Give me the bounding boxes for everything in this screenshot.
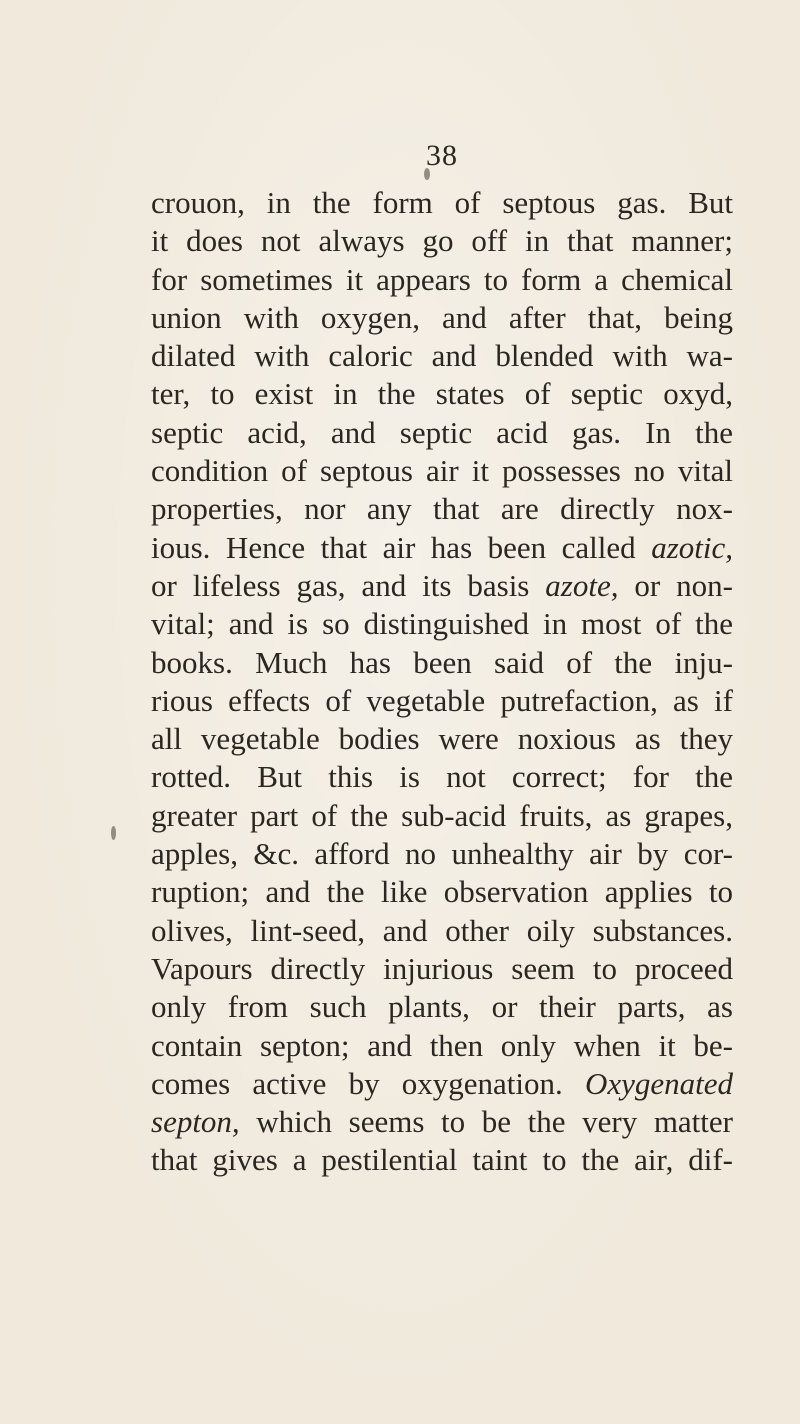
text-line: properties, nor any that are directly nox- bbox=[151, 491, 733, 527]
page-number: 38 bbox=[426, 139, 458, 172]
text-line: crouon, in the form of septous gas. But bbox=[151, 185, 733, 220]
text-line: septic acid, and septic acid gas. In the bbox=[151, 414, 733, 450]
text-line: rious effects of vegetable putrefaction, as if bbox=[151, 682, 733, 718]
text-line: Vapours directly injurious seem to proceed bbox=[151, 950, 733, 986]
text-line: that gives a pestilential taint to the air, dif- bbox=[151, 1142, 733, 1178]
text-line: ter, to exist in the states of septic oxyd, bbox=[151, 376, 733, 412]
italic-term: septon, bbox=[151, 1104, 240, 1140]
text-line: books. Much has been said of the inju- bbox=[151, 644, 733, 680]
text-line: contain septon; and then only when it be- bbox=[151, 1027, 733, 1063]
text-line: vital; and is so distinguished in most of the bbox=[151, 606, 733, 642]
text-line bbox=[151, 1065, 733, 1103]
text-segment: or non- bbox=[618, 567, 733, 603]
text-line bbox=[151, 567, 733, 605]
text-line: greater part of the sub-acid fruits, as grapes, bbox=[151, 797, 733, 833]
text-line: for sometimes it appears to form a chemical bbox=[151, 261, 733, 297]
text-line: rotted. But this is not correct; for the bbox=[151, 759, 733, 795]
text-line: union with oxygen, and after that, being bbox=[151, 299, 733, 335]
text-line bbox=[151, 529, 733, 567]
text-line: it does not always go off in that manner; bbox=[151, 223, 733, 259]
text-segment: ious. Hence that air has been called bbox=[151, 529, 652, 565]
text-line: ruption; and the like observation applies to bbox=[151, 874, 733, 910]
text-line: dilated with caloric and blended with wa- bbox=[151, 338, 733, 374]
text-segment: comes active by oxygenation. bbox=[151, 1065, 585, 1101]
text-line: only from such plants, or their parts, as bbox=[151, 989, 733, 1025]
text-line: apples, &c. afford no unhealthy air by cor- bbox=[151, 836, 733, 872]
text-line: olives, lint-seed, and other oily substances. bbox=[151, 912, 733, 948]
text-segment: or lifeless gas, and its basis bbox=[151, 567, 546, 603]
body-text bbox=[151, 184, 733, 1180]
italic-term: Oxygenated bbox=[584, 1065, 733, 1101]
italic-term: azote, bbox=[545, 567, 619, 603]
italic-term: azotic, bbox=[651, 529, 733, 565]
text-line bbox=[151, 1103, 733, 1141]
text-line: all vegetable bodies were noxious as they bbox=[151, 721, 733, 757]
text-segment: which seems to be the very matter bbox=[239, 1104, 733, 1140]
ink-speck bbox=[111, 826, 116, 840]
text-line: condition of septous air it possesses no vital bbox=[151, 453, 733, 489]
